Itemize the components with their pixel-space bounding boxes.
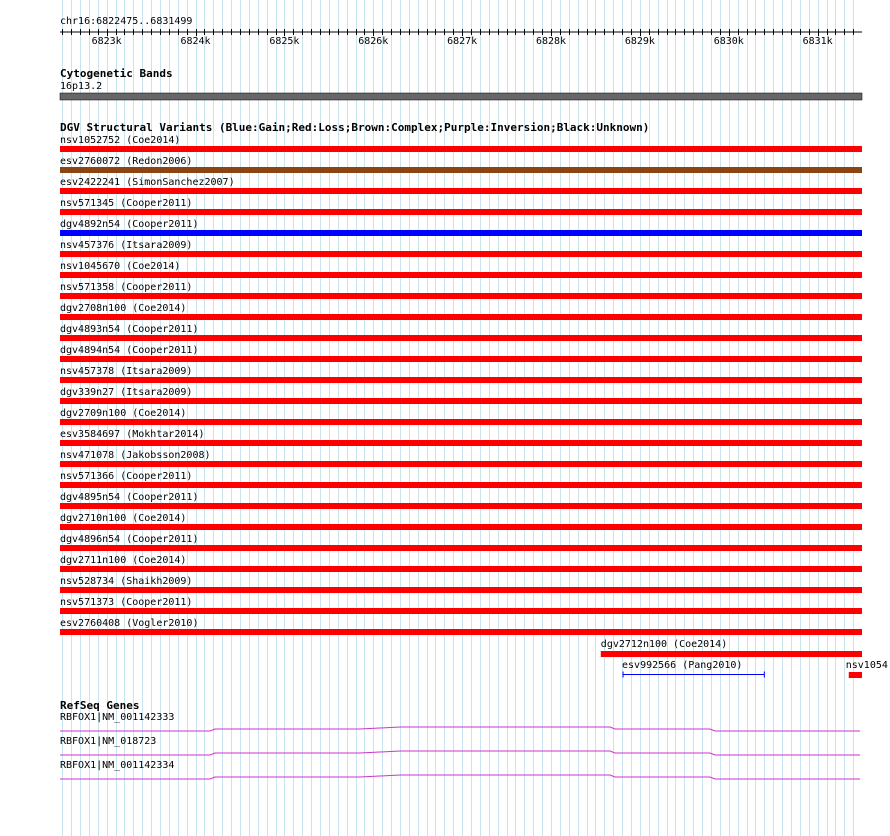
dgv-feature-bar[interactable]: [849, 672, 862, 678]
dgv-feature-bar[interactable]: [60, 314, 862, 320]
dgv-feature-bar[interactable]: [60, 293, 862, 299]
refseq-gene-label: RBFOX1|NM_001142333: [60, 712, 175, 723]
dgv-feature-bar[interactable]: [60, 629, 862, 635]
dgv-feature-label: esv2422241 (SimonSanchez2007): [60, 177, 235, 188]
dgv-feature-label: esv992566 (Pang2010): [622, 660, 743, 671]
dgv-features: [60, 135, 888, 678]
ruler-tick-label: 6829k: [624, 36, 655, 47]
dgv-feature-bar[interactable]: [60, 608, 862, 614]
dgv-feature-label: dgv4894n54 (Cooper2011): [60, 345, 199, 356]
refseq-gene-model[interactable]: [60, 727, 860, 731]
dgv-feature-bar[interactable]: [601, 651, 862, 657]
dgv-feature-label: nsv1045670 (Coe2014): [60, 261, 181, 272]
dgv-feature-bar[interactable]: [60, 167, 862, 173]
dgv-feature-label: nsv571358 (Cooper2011): [60, 282, 193, 293]
dgv-feature-bar[interactable]: [60, 209, 862, 215]
dgv-track-title: DGV Structural Variants (Blue:Gain;Red:Loss;Brown:Complex;Purple:Inversion;Black:Unknown): [60, 121, 650, 134]
dgv-feature-label: nsv1052752 (Coe2014): [60, 135, 181, 146]
dgv-feature-bar[interactable]: [60, 188, 862, 194]
dgv-feature-bar[interactable]: [60, 482, 862, 488]
dgv-feature-bar[interactable]: [60, 272, 862, 278]
ruler-tick-label: 6825k: [269, 36, 300, 47]
dgv-feature-bar[interactable]: [60, 335, 862, 341]
ruler-track: [60, 16, 862, 47]
dgv-feature-label: dgv4892n54 (Cooper2011): [60, 219, 199, 230]
dgv-feature-label: esv2760408 (Vogler2010): [60, 618, 199, 629]
dgv-feature-bar[interactable]: [60, 146, 862, 152]
cytoband-track-title: Cytogenetic Bands: [60, 67, 173, 80]
dgv-feature-bar[interactable]: [60, 419, 862, 425]
refseq-genes: [60, 712, 860, 779]
ruler-tick-label: 6824k: [180, 36, 211, 47]
cytoband-track: [60, 67, 862, 100]
dgv-feature-bar[interactable]: [60, 251, 862, 257]
refseq-gene-model[interactable]: [60, 775, 860, 779]
dgv-feature-label: nsv457378 (Itsara2009): [60, 366, 193, 377]
dgv-feature-label: dgv2711n100 (Coe2014): [60, 555, 187, 566]
dgv-feature-label: nsv571366 (Cooper2011): [60, 471, 193, 482]
dgv-feature-label: dgv2709n100 (Coe2014): [60, 408, 187, 419]
dgv-feature-bar[interactable]: [60, 461, 862, 467]
dgv-feature-bar[interactable]: [60, 230, 862, 236]
dgv-feature-label: dgv2708n100 (Coe2014): [60, 303, 187, 314]
dgv-feature-bar[interactable]: [60, 503, 862, 509]
dgv-feature-label: nsv571373 (Cooper2011): [60, 597, 193, 608]
dgv-feature-label: dgv4895n54 (Cooper2011): [60, 492, 199, 503]
dgv-feature-bar[interactable]: [60, 545, 862, 551]
cytoband-bar[interactable]: [60, 93, 862, 100]
dgv-feature-bar[interactable]: [60, 398, 862, 404]
dgv-feature-bar[interactable]: [60, 524, 862, 530]
refseq-gene-model[interactable]: [60, 751, 860, 755]
refseq-gene-label: RBFOX1|NM_018723: [60, 736, 157, 747]
position-label: chr16:6822475..6831499: [60, 16, 193, 27]
dgv-feature-label: nsv471078 (Jakobsson2008): [60, 450, 211, 461]
dgv-feature-label: dgv4893n54 (Cooper2011): [60, 324, 199, 335]
dgv-track: [60, 121, 888, 678]
ruler-tick-label: 6828k: [535, 36, 567, 47]
refseq-gene-label: RBFOX1|NM_001142334: [60, 760, 175, 771]
dgv-feature-label: dgv4896n54 (Cooper2011): [60, 534, 199, 545]
dgv-feature-bar[interactable]: [60, 377, 862, 383]
ruler-tick-label: 6831k: [802, 36, 833, 47]
dgv-feature-label: esv2760072 (Redon2006): [60, 156, 193, 167]
ruler-tick-label: 6827k: [447, 36, 478, 47]
dgv-feature-label: dgv2710n100 (Coe2014): [60, 513, 187, 524]
dgv-feature-label: nsv571345 (Cooper2011): [60, 198, 193, 209]
dgv-feature-bar[interactable]: [60, 566, 862, 572]
dgv-feature-bar[interactable]: [60, 440, 862, 446]
dgv-feature-label: dgv2712n100 (Coe2014): [600, 639, 728, 650]
refseq-track: [60, 699, 860, 779]
dgv-feature-label: nsv1054: [845, 660, 888, 671]
dgv-feature-bar[interactable]: [60, 356, 862, 362]
ruler-tick-label: 6830k: [713, 36, 744, 47]
cytoband-band-label: 16p13.2: [60, 81, 103, 92]
dgv-feature-label: esv3584697 (Mokhtar2014): [60, 429, 205, 440]
refseq-track-title: RefSeq Genes: [60, 699, 140, 712]
dgv-feature-label: nsv528734 (Shaikh2009): [60, 576, 193, 587]
dgv-feature-bar[interactable]: [60, 587, 862, 593]
ruler-tick-label: 6823k: [91, 36, 122, 47]
ruler-tick-label: 6826k: [358, 36, 389, 47]
dgv-feature-label: dgv339n27 (Itsara2009): [60, 387, 193, 398]
dgv-feature-label: nsv457376 (Itsara2009): [60, 240, 193, 251]
